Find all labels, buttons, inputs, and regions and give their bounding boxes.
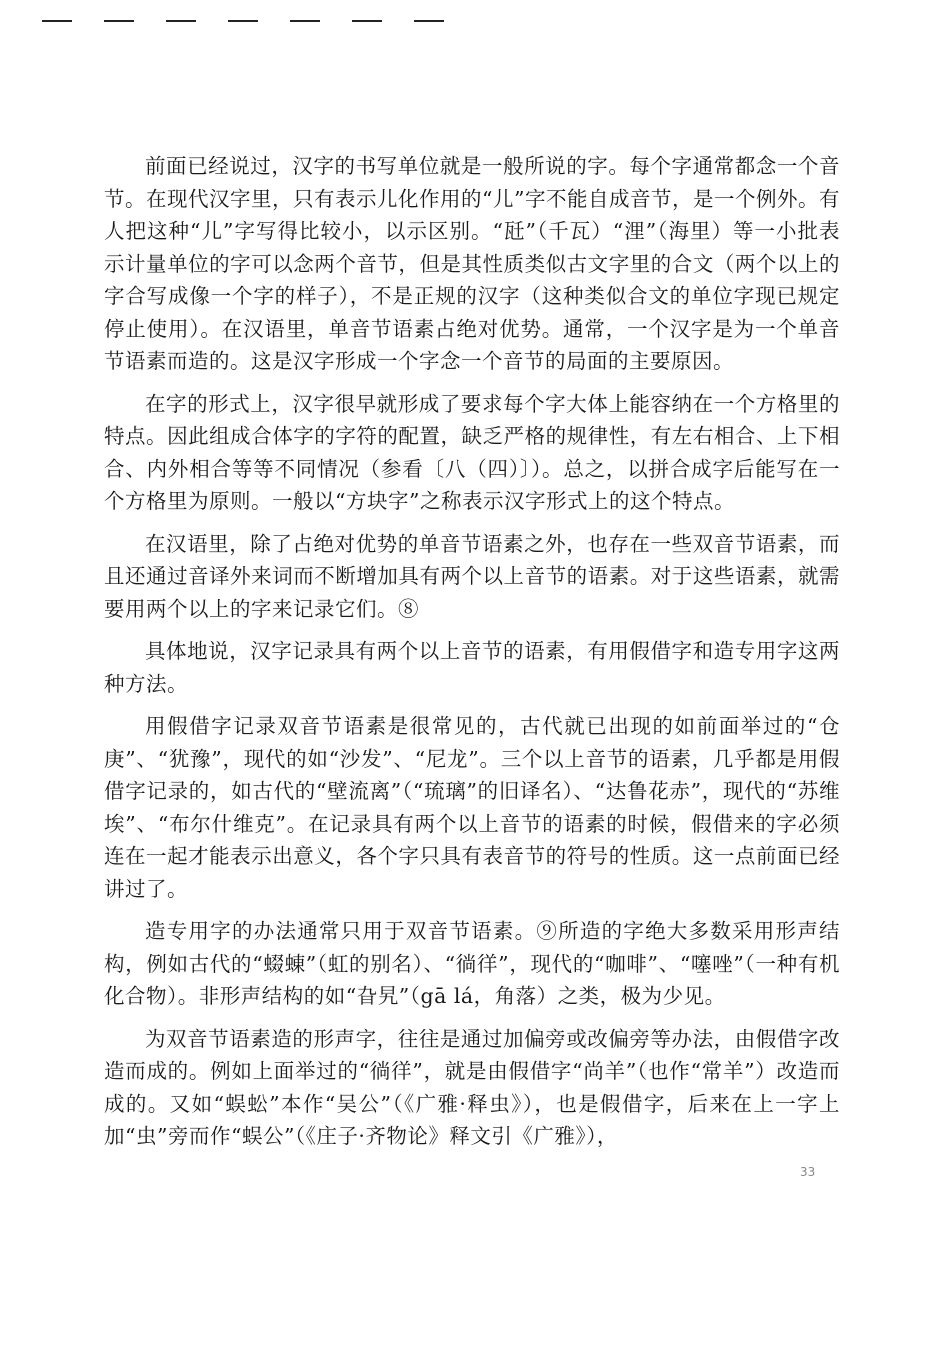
paragraph-7: 为双音节语素造的形声字，往往是通过加偏旁或改偏旁等办法，由假借字改造而成的。例如上面举过的“徜徉”，就是由假借字“尚羊”（也作“常羊”）改造而成的。又如“蜈蚣”本作“吴公”（《广雅·释虫》），也是假借字，后来在上一字上加“虫”旁而作“蜈公”（《庄子·齐物论》释文引《广雅》）， <box>104 1026 840 1148</box>
top-dashed-rule <box>42 20 442 24</box>
page-number: 33 <box>800 1165 816 1179</box>
paragraph-4: 具体地说，汉字记录具有两个以上音节的语素，有用假借字和造专用字这两种方法。 <box>104 639 840 696</box>
paragraph-3: 在汉语里，除了占绝对优势的单音节语素之外，也存在一些双音节语素，而且还通过音译外来词而不断增加具有两个以上音节的语素。对于这些语素，就需要用两个以上的字来记录它们。⑧ <box>104 531 840 621</box>
paragraph-5: 用假借字记录双音节语素是很常见的，古代就已出现的如前面举过的“仓庚”、“犹豫”，现代的如“沙发”、“尼龙”。三个以上音节的语素，几乎都是用假借字记录的，如古代的“壁流离”（“琉璃”的旧译名）、“达鲁花赤”，现代的“苏维埃”、“布尔什维克”。在记录具有两个以上音节的语素的时候，假借来的字必须连在一起才能表示出意义，各个字只具有表音节的符号的性质。这一点前面已经讲过了。 <box>104 714 840 901</box>
document-body <box>104 150 840 1163</box>
paragraph-2: 在字的形式上，汉字很早就形成了要求每个字大体上能容纳在一个方格里的特点。因此组成合体字的字符的配置，缺乏严格的规律性，有左右相合、上下相合、内外相合等等不同情况（参看〔八（四）〕）。总之，以拼合成字后能写在一个方格里为原则。一般以“方块字”之称表示汉字形式上的这个特点。 <box>104 391 840 513</box>
paragraph-1: 前面已经说过，汉字的书写单位就是一般所说的字。每个字通常都念一个音节。在现代汉字里，只有表示儿化作用的“儿”字不能自成音节，是一个例外。有人把这种“儿”字写得比较小，以示区别。“瓩”（千瓦）“浬”（海里）等一小批表示计量单位的字可以念两个音节，但是其性质类似古文字里的合文（两个以上的字合写成像一个字的样子），不是正规的汉字（这种类似合文的单位字现已规定停止使用）。在汉语里，单音节语素占绝对优势。通常，一个汉字是为一个单音节语素而造的。这是汉字形成一个字念一个音节的局面的主要原因。 <box>104 154 840 373</box>
paragraph-6: 造专用字的办法通常只用于双音节语素。⑨所造的字绝大多数采用形声结构，例如古代的“蝃蝀”（虹的别名）、“徜徉”，现代的“咖啡”、“噻唑”（一种有机化合物）。非形声结构的如“旮旯”（gā lá，角落）之类，极为少见。 <box>104 919 840 1008</box>
